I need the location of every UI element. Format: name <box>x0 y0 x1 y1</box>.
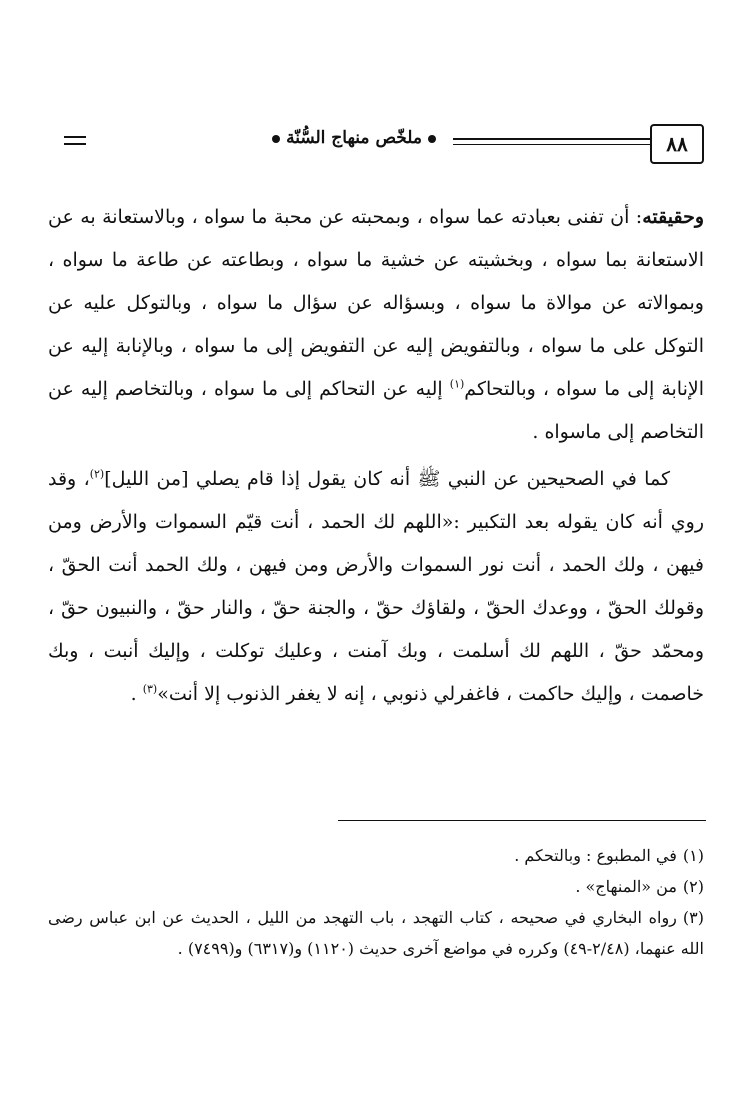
footnote-number: (٣) <box>682 908 704 927</box>
header-short-rule <box>64 136 86 138</box>
running-title <box>266 128 442 148</box>
paragraph-text: ، وقد روي أنه كان يقوله بعد التكبير :«اللهم لك الحمد ، أنت قيّم السموات والأرض ومن فيهن ، ولك الحمد ، أنت نور السموات والأرض ومن فيهن ، ولك الحمد أنت الحقّ ، وقولك الحقّ ، ووعدك الحقّ ، ولقاؤك حقّ ، والجنة حقّ ، والنار حقّ ، والنبيون حقّ ، ومحمّد حقّ ، اللهم لك أسلمت ، وبك آمنت ، وعليك توكلت ، وإليك أنبت ، وبك خاصمت ، وإليك حاكمت ، فاغفرلي ذنوبي ، إنه لا يغفر الذنوب إلا أنت» <box>48 468 704 705</box>
paragraph-text: إليه عن التحاكم إلى ما سواه ، وبالتخاصم إليه عن التخاصم إلى ماسواه . <box>48 378 704 443</box>
footnote-text: من «المنهاج» . <box>575 877 677 896</box>
bullet-dot-icon <box>272 135 280 143</box>
header-short-rule <box>64 143 86 145</box>
footnote <box>48 840 704 871</box>
paragraph <box>48 458 704 716</box>
footnote-ref: (٣) <box>142 682 158 696</box>
footnote-text: في المطبوع : وبالتحكم . <box>514 846 677 865</box>
footnote-text: رواه البخاري في صحيحه ، كتاب التهجد ، باب التهجد من الليل ، الحديث عن ابن عباس رضى الله عنهما، (٢/٤٨-٤٩) وكرره في مواضع آخرى حديث (١١٢٠) و(٦٣١٧) و(٧٤٩٩) . <box>48 908 704 958</box>
paragraph-text: كما في الصحيحين عن النبي ﷺ أنه كان يقول إذا قام يصلي [من الليل] <box>104 468 670 490</box>
paragraph <box>48 196 704 454</box>
footnote-number: (١) <box>682 846 704 865</box>
footnote-ref: (٢) <box>89 467 105 481</box>
footnote-ref: (١) <box>449 377 465 391</box>
page-number: ٨٨ <box>650 124 704 164</box>
footnote-separator <box>338 820 706 821</box>
bullet-dot-icon <box>428 135 436 143</box>
footnote-number: (٢) <box>682 877 704 896</box>
footnote <box>48 871 704 902</box>
running-title-text: ملخّص منهاج السُّنّة <box>286 128 422 148</box>
page-header <box>58 124 704 166</box>
header-rule <box>453 138 652 140</box>
paragraph-text: . <box>130 683 143 705</box>
footnote <box>48 902 704 964</box>
main-text <box>48 196 704 716</box>
paragraph-text: : أن تفنى بعبادته عما سواه ، وبمحبته عن محبة ما سواه ، وبالاستعانة به عن الاستعانة بما سواه ، وبخشيته عن خشية ما سواه ، وبطاعته عن طاعة ما سواه ، وبموالاته عن موالاة ما سواه ، وبسؤاله عن سؤال ما سواه ، وبالتوكل عليه عن التوكل على ما سواه ، وبالتفويض إليه عن التفويض إلى ما سواه ، وبالإنابة إليه عن الإنابة إلى ما سواه ، وبالتحاكم <box>48 206 704 400</box>
footnotes <box>48 840 704 964</box>
header-rule-thin <box>453 144 652 145</box>
paragraph-lead-word: وحقيقته <box>642 206 704 228</box>
